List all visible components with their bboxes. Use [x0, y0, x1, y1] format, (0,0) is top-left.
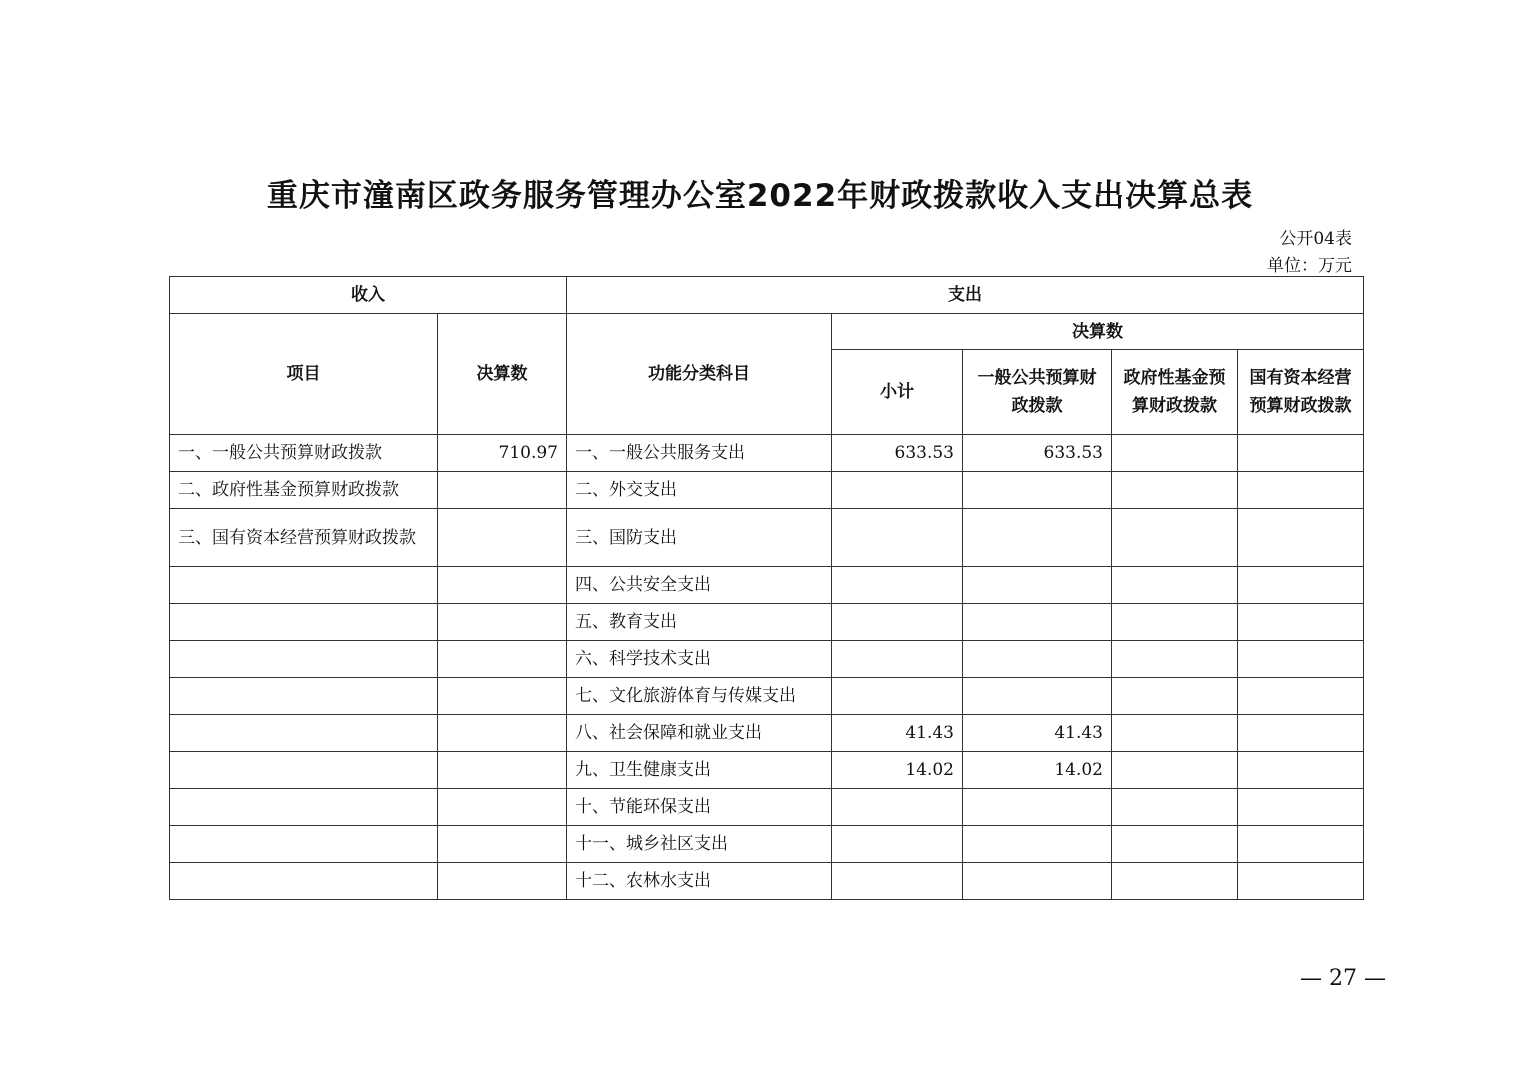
table-body [170, 435, 1364, 900]
subtotal-cell: 633.53 [832, 435, 963, 472]
function-category-cell: 三、国防支出 [567, 509, 832, 567]
income-item-cell [170, 715, 438, 752]
general-budget-cell [963, 604, 1112, 641]
gov-fund-budget-cell [1112, 604, 1238, 641]
function-category-cell: 五、教育支出 [567, 604, 832, 641]
function-category-cell: 一、一般公共服务支出 [567, 435, 832, 472]
gov-fund-budget-cell [1112, 509, 1238, 567]
table-row [170, 826, 1364, 863]
form-code: 公开04表 [1279, 229, 1352, 249]
table-row [170, 472, 1364, 509]
income-item-cell: 一、一般公共预算财政拨款 [170, 435, 438, 472]
general-budget-cell: 41.43 [963, 715, 1112, 752]
state-capital-budget-cell [1238, 678, 1364, 715]
income-amount-cell: 710.97 [438, 435, 567, 472]
general-budget-cell [963, 863, 1112, 900]
unit-label: 单位：万元 [1267, 256, 1352, 276]
document-title: 重庆市潼南区政务服务管理办公室2022年财政拨款收入支出决算总表 [266, 178, 1254, 214]
subtotal-cell [832, 509, 963, 567]
income-item-cell: 三、国有资本经营预算财政拨款 [170, 509, 438, 567]
subtotal-cell: 41.43 [832, 715, 963, 752]
income-amount-cell [438, 509, 567, 567]
state-capital-budget-cell [1238, 567, 1364, 604]
subtotal-cell [832, 472, 963, 509]
gov-fund-budget-cell [1112, 567, 1238, 604]
gov-fund-budget-cell [1112, 863, 1238, 900]
state-capital-budget-cell [1238, 826, 1364, 863]
income-amount-cell [438, 472, 567, 509]
income-item-cell: 二、政府性基金预算财政拨款 [170, 472, 438, 509]
income-item-cell [170, 863, 438, 900]
general-budget-cell [963, 826, 1112, 863]
final-amount-group-header: 决算数 [832, 314, 1364, 350]
subtotal-cell: 14.02 [832, 752, 963, 789]
income-item-cell [170, 678, 438, 715]
subtotal-cell [832, 604, 963, 641]
income-amount-cell [438, 715, 567, 752]
income-amount-cell [438, 789, 567, 826]
general-budget-cell [963, 678, 1112, 715]
state-capital-budget-cell [1238, 863, 1364, 900]
table-row [170, 509, 1364, 567]
state-capital-budget-header: 国有资本经营预算财政拨款 [1238, 350, 1364, 435]
gov-fund-budget-cell [1112, 752, 1238, 789]
income-item-cell [170, 604, 438, 641]
item-header: 项目 [170, 314, 438, 435]
income-item-cell [170, 752, 438, 789]
expense-header: 支出 [567, 277, 1364, 314]
state-capital-budget-cell [1238, 604, 1364, 641]
income-amount-cell [438, 678, 567, 715]
income-amount-cell [438, 826, 567, 863]
general-budget-cell [963, 509, 1112, 567]
income-amount-cell [438, 752, 567, 789]
general-budget-cell [963, 472, 1112, 509]
gov-fund-budget-cell [1112, 678, 1238, 715]
subtotal-cell [832, 826, 963, 863]
income-header: 收入 [170, 277, 567, 314]
state-capital-budget-cell [1238, 472, 1364, 509]
table-row [170, 863, 1364, 900]
function-category-cell: 九、卫生健康支出 [567, 752, 832, 789]
function-category-cell: 四、公共安全支出 [567, 567, 832, 604]
state-capital-budget-cell [1238, 789, 1364, 826]
gov-fund-budget-header: 政府性基金预算财政拨款 [1112, 350, 1238, 435]
gov-fund-budget-cell [1112, 826, 1238, 863]
general-budget-cell [963, 641, 1112, 678]
income-item-cell [170, 567, 438, 604]
subtotal-cell [832, 641, 963, 678]
state-capital-budget-cell [1238, 641, 1364, 678]
table-row [170, 752, 1364, 789]
gov-fund-budget-cell [1112, 435, 1238, 472]
general-budget-cell: 14.02 [963, 752, 1112, 789]
gov-fund-budget-cell [1112, 715, 1238, 752]
state-capital-budget-cell [1238, 435, 1364, 472]
table-row [170, 678, 1364, 715]
table-row [170, 435, 1364, 472]
state-capital-budget-cell [1238, 509, 1364, 567]
income-item-cell [170, 641, 438, 678]
function-category-cell: 十一、城乡社区支出 [567, 826, 832, 863]
income-amount-cell [438, 641, 567, 678]
general-budget-cell: 633.53 [963, 435, 1112, 472]
income-item-cell [170, 826, 438, 863]
gov-fund-budget-cell [1112, 641, 1238, 678]
table-row [170, 789, 1364, 826]
function-category-header: 功能分类科目 [567, 314, 832, 435]
budget-table [169, 276, 1364, 900]
function-category-cell: 十、节能环保支出 [567, 789, 832, 826]
table-row [170, 715, 1364, 752]
state-capital-budget-cell [1238, 715, 1364, 752]
table-row [170, 604, 1364, 641]
general-budget-cell [963, 789, 1112, 826]
subtotal-header: 小计 [832, 350, 963, 435]
general-budget-header: 一般公共预算财政拨款 [963, 350, 1112, 435]
gov-fund-budget-cell [1112, 472, 1238, 509]
function-category-cell: 十二、农林水支出 [567, 863, 832, 900]
income-item-cell [170, 789, 438, 826]
gov-fund-budget-cell [1112, 789, 1238, 826]
function-category-cell: 六、科学技术支出 [567, 641, 832, 678]
income-amount-cell [438, 567, 567, 604]
table-row [170, 567, 1364, 604]
income-amount-cell [438, 604, 567, 641]
income-amount-cell [438, 863, 567, 900]
table-row [170, 641, 1364, 678]
subtotal-cell [832, 567, 963, 604]
subtotal-cell [832, 678, 963, 715]
subtotal-cell [832, 863, 963, 900]
state-capital-budget-cell [1238, 752, 1364, 789]
page-number: — 27 — [1300, 966, 1386, 991]
function-category-cell: 七、文化旅游体育与传媒支出 [567, 678, 832, 715]
function-category-cell: 八、社会保障和就业支出 [567, 715, 832, 752]
function-category-cell: 二、外交支出 [567, 472, 832, 509]
general-budget-cell [963, 567, 1112, 604]
income-amount-header: 决算数 [438, 314, 567, 435]
subtotal-cell [832, 789, 963, 826]
